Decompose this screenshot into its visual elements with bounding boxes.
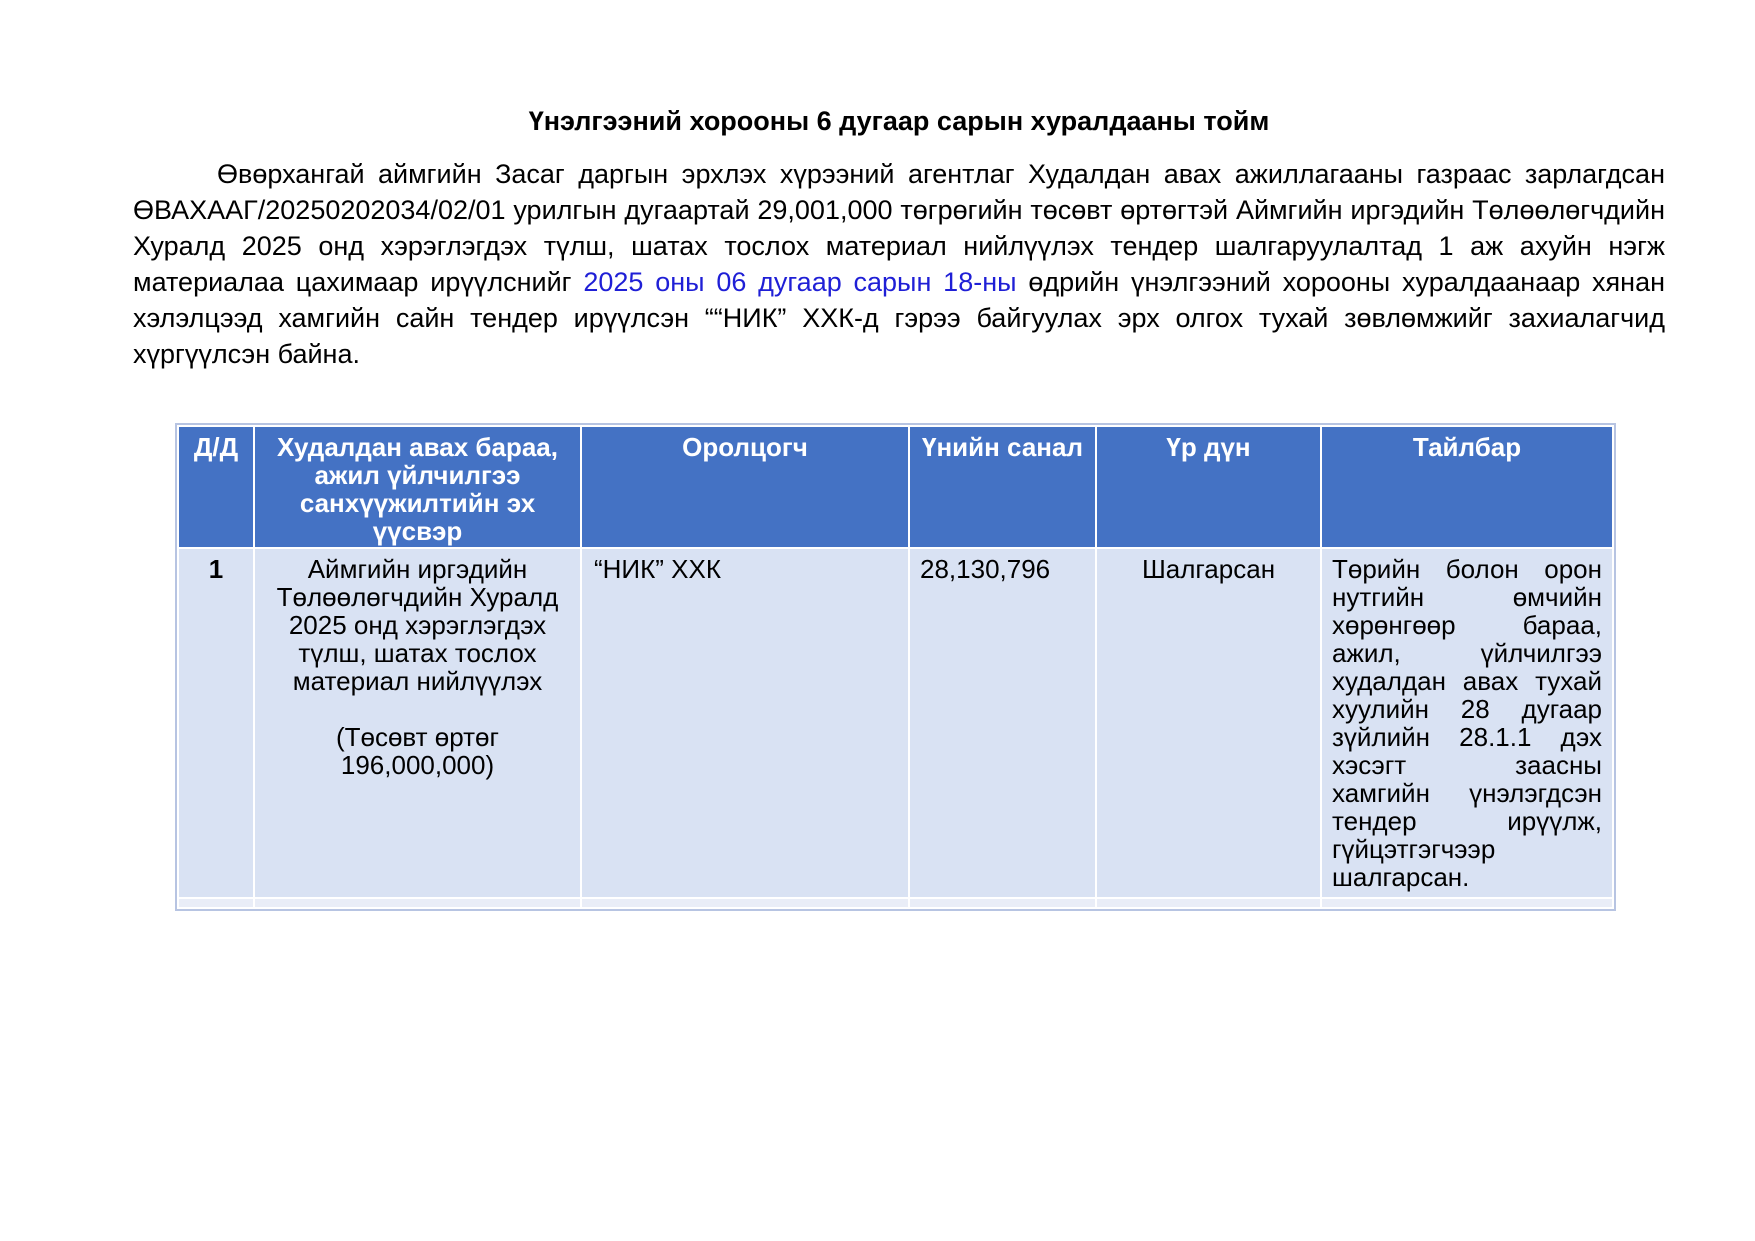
header-cell-participant: Оролцогч [581,426,909,548]
evaluation-summary-table [177,425,1614,909]
table-bottom-spacer-cell [254,898,581,908]
table-row [178,548,1613,898]
header-cell-result: Үр дүн [1096,426,1321,548]
row-number-cell: 1 [178,548,254,898]
page-title: Үнэлгээний хорооны 6 дугаар сарын хуралдааны тойм [528,106,1270,136]
table-bottom-spacer-cell [1321,898,1613,908]
note-cell: Төрийн болон орон нутгийн өмчийн хөрөнгөөр бараа, ажил, үйлчилгээ худалдан авах тухай хуулийн 28 дугаар зүйлийн 28.1.1 дэх хэсэгт заасны хамгийн үнэлэгдсэн тендер ирүүлж, гүйцэтгэгчээр шалгарсан. [1321,548,1613,898]
header-cell-price-offer: Үнийн санал [909,426,1096,548]
table-bottom-spacer-cell [178,898,254,908]
header-cell-number: Д/Д [178,426,254,548]
item-budget: (Төсөвт өртөг 196,000,000) [335,722,500,780]
header-cell-note: Тайлбар [1321,426,1613,548]
table-bottom-spacer-cell [909,898,1096,908]
table-header-row [178,426,1613,548]
participant-cell: “НИК” ХХК [581,548,909,898]
table-bottom-spacer-cell [1096,898,1321,908]
result-cell: Шалгарсан [1096,548,1321,898]
table-bottom-spacer-cell [581,898,909,908]
paragraph-text-before-link: Өвөрхангай аймгийн Засаг даргын эрхлэх хүрээний агентлаг Худалдан авах ажиллагааны газраас зарлагдсан ӨВАХААГ/20250202034/02/01 урилгын дугаартай 29,001,000 төгрөгийн төсөвт өртөгтэй Аймгийн иргэдийн Төлөөлөгчдийн Хуралд 2025 онд хэрэглэгдэх түлш, шатах тослох материал нийлүүлэх тендер шалгаруулалтад 1 аж ахуйн нэгж материалаа цахимаар ирүүлснийг [133,159,1665,297]
header-cell-item: Худалдан авах бараа, ажил үйлчилгээ санхүүжилтийн эх үүсвэр [254,426,581,548]
intro-paragraph [133,156,1665,372]
paragraph-text-after-link: өдрийн үнэлгээний хорооны хуралдаанаар хянан хэлэлцээд хамгийн сайн тендер ирүүлсэн ““НИК” ХХК-д гэрээ байгуулах эрх олгох тухай зөвлөмжийг захиалагчид хүргүүлсэн байна. [133,267,1665,369]
meeting-date-link[interactable]: 2025 оны 06 дугаар сарын 18-ны [583,267,1017,297]
table-bottom-spacer-row [178,898,1613,908]
item-cell [254,548,581,898]
item-description: Аймгийн иргэдийн Төлөөлөгчдийн Хуралд 2025 онд хэрэглэгдэх түлш, шатах тослох материал нийлүүлэх [276,554,559,696]
price-offer-cell: 28,130,796 [909,548,1096,898]
